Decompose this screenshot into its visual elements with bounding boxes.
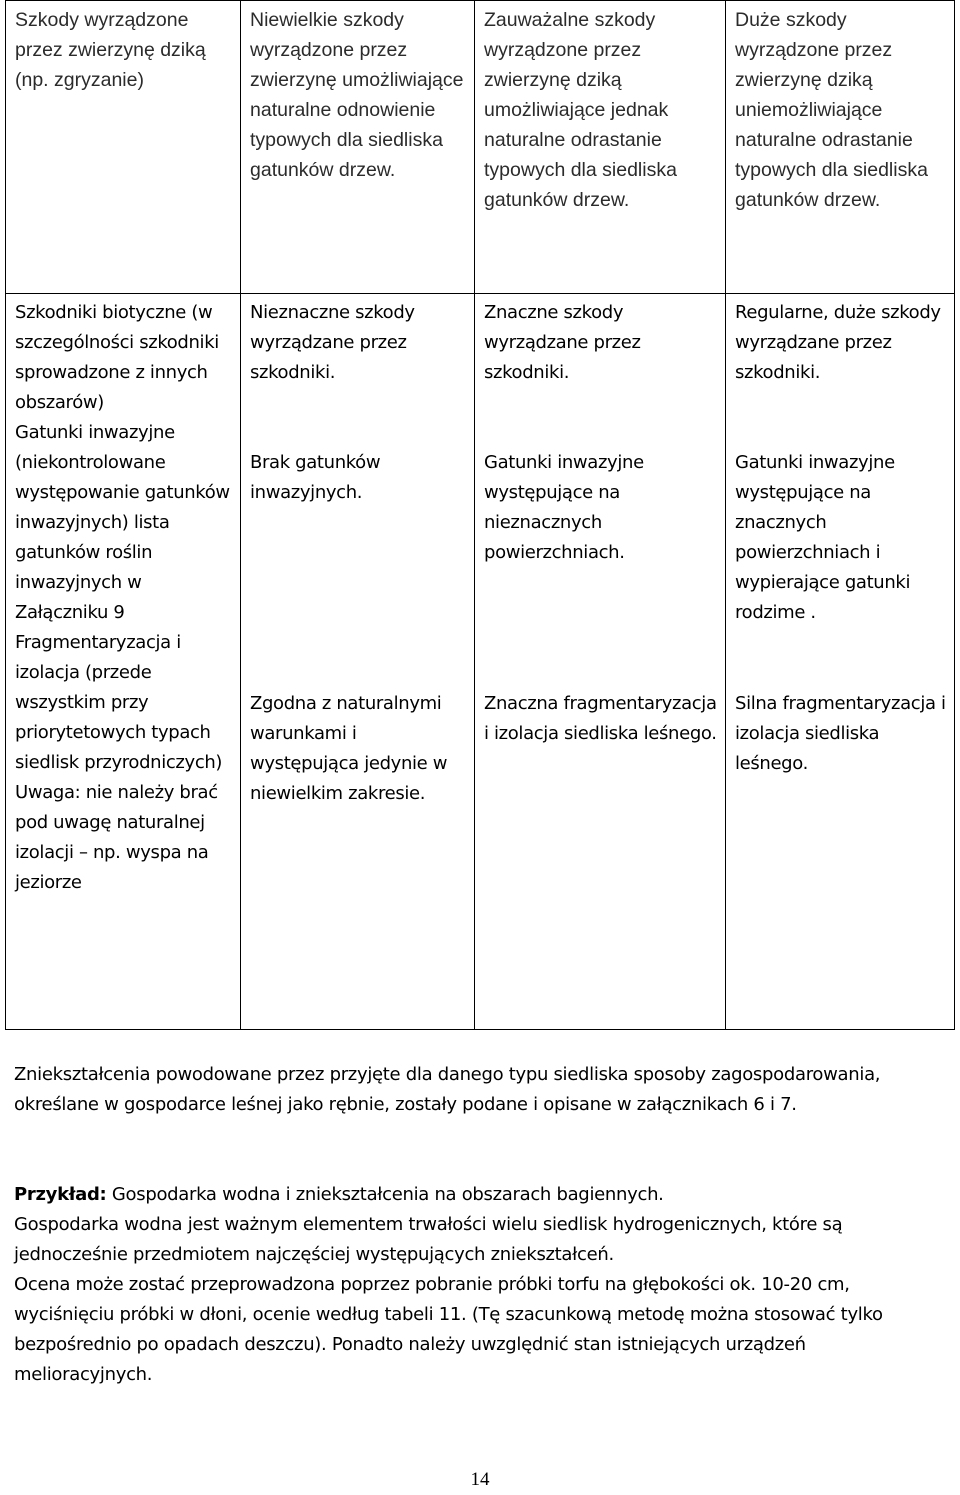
water-management-paragraph: Gospodarka wodna jest ważnym elementem trwałości wielu siedlisk hydrogenicznych, które są jednocześnie przedmiotem najczęściej występujących zniekształceń. <box>14 1214 843 1265</box>
good-invasive: Brak gatunków inwazyjnych. <box>250 452 381 503</box>
criterion-cell <box>6 294 241 1030</box>
example-heading <box>14 1180 944 1210</box>
table-row <box>6 1 955 294</box>
moderate-fragmentation: Znaczna fragmentaryzacja i izolacja siedliska leśnego. <box>484 693 717 744</box>
page-number: 14 <box>470 1469 490 1490</box>
good-state-cell <box>241 294 475 1030</box>
criterion-invasive-species: Gatunki inwazyjne (niekontrolowane występowanie gatunków inwazyjnych) lista gatunków roślin inwazyjnych w Załączniku 9 <box>15 422 230 623</box>
bad-state-text: Duże szkody wyrządzone przez zwierzynę dziką uniemożliwiające naturalne odrastanie typowych dla siedliska gatunków drzew. <box>735 9 928 211</box>
assessment-method-paragraph: Ocena może zostać przeprowadzona poprzez pobranie próbki torfu na głębokości ok. 10-20 cm, wyciśnięciu próbki w dłoni, ocenie według tabeli 11. (Tę szacunkową metodę można stosować tylko bezpośrednio po opadach deszczu). Ponadto należy uwzględnić stan istniejących urządzeń melioracyjnych. <box>14 1274 883 1385</box>
assessment-table <box>5 0 955 1030</box>
moderate-pests: Znaczne szkody wyrządzane przez szkodniki. <box>484 302 641 383</box>
moderate-invasive: Gatunki inwazyjne występujące na nieznacznych powierzchniach. <box>484 452 644 563</box>
good-fragmentation: Zgodna z naturalnymi warunkami i występująca jedynie w niewielkim zakresie. <box>250 693 448 804</box>
bad-pests: Regularne, duże szkody wyrządzane przez szkodniki. <box>735 302 941 383</box>
criterion-cell <box>6 1 241 294</box>
criterion-text: Szkody wyrządzone przez zwierzynę dziką (np. zgryzanie) <box>15 9 206 91</box>
criterion-pests: Szkodniki biotyczne (w szczególności szkodniki sprowadzone z innych obszarów) <box>15 302 219 413</box>
table-row <box>6 294 955 1030</box>
example-section <box>14 1180 944 1390</box>
good-state-cell <box>241 1 475 294</box>
moderate-state-text: Zauważalne szkody wyrządzone przez zwierzynę dziką umożliwiające jednak naturalne odrastanie typowych dla siedliska gatunków drzew. <box>484 9 677 211</box>
good-pests: Nieznaczne szkody wyrządzane przez szkodniki. <box>250 302 415 383</box>
moderate-state-cell <box>475 1 726 294</box>
example-title: Gospodarka wodna i zniekształcenia na obszarach bagiennych. <box>106 1184 664 1205</box>
criterion-fragmentation: Fragmentaryzacja i izolacja (przede wszystkim przy priorytetowych typach siedlisk przyrodniczych) Uwaga: nie należy brać pod uwagę naturalnej izolacji – np. wyspa na jeziorze <box>15 632 223 893</box>
bad-invasive: Gatunki inwazyjne występujące na znacznych powierzchniach i wypierające gatunki rodzime . <box>735 452 911 623</box>
bad-state-cell <box>726 294 955 1030</box>
bad-state-cell <box>726 1 955 294</box>
example-label: Przykład: <box>14 1184 107 1205</box>
moderate-state-cell <box>475 294 726 1030</box>
bad-fragmentation: Silna fragmentaryzacja i izolacja siedliska leśnego. <box>735 693 946 774</box>
good-state-text: Niewielkie szkody wyrządzone przez zwierzynę umożliwiające naturalne odnowienie typowych dla siedliska gatunków drzew. <box>250 9 464 181</box>
rebnie-paragraph <box>14 1060 944 1120</box>
paragraph-text: Zniekształcenia powodowane przez przyjęte dla danego typu siedliska sposoby zagospodarowania, określane w gospodarce leśnej jako rębnie, zostały podane i opisane w załącznikach 6 i 7. <box>14 1064 881 1115</box>
